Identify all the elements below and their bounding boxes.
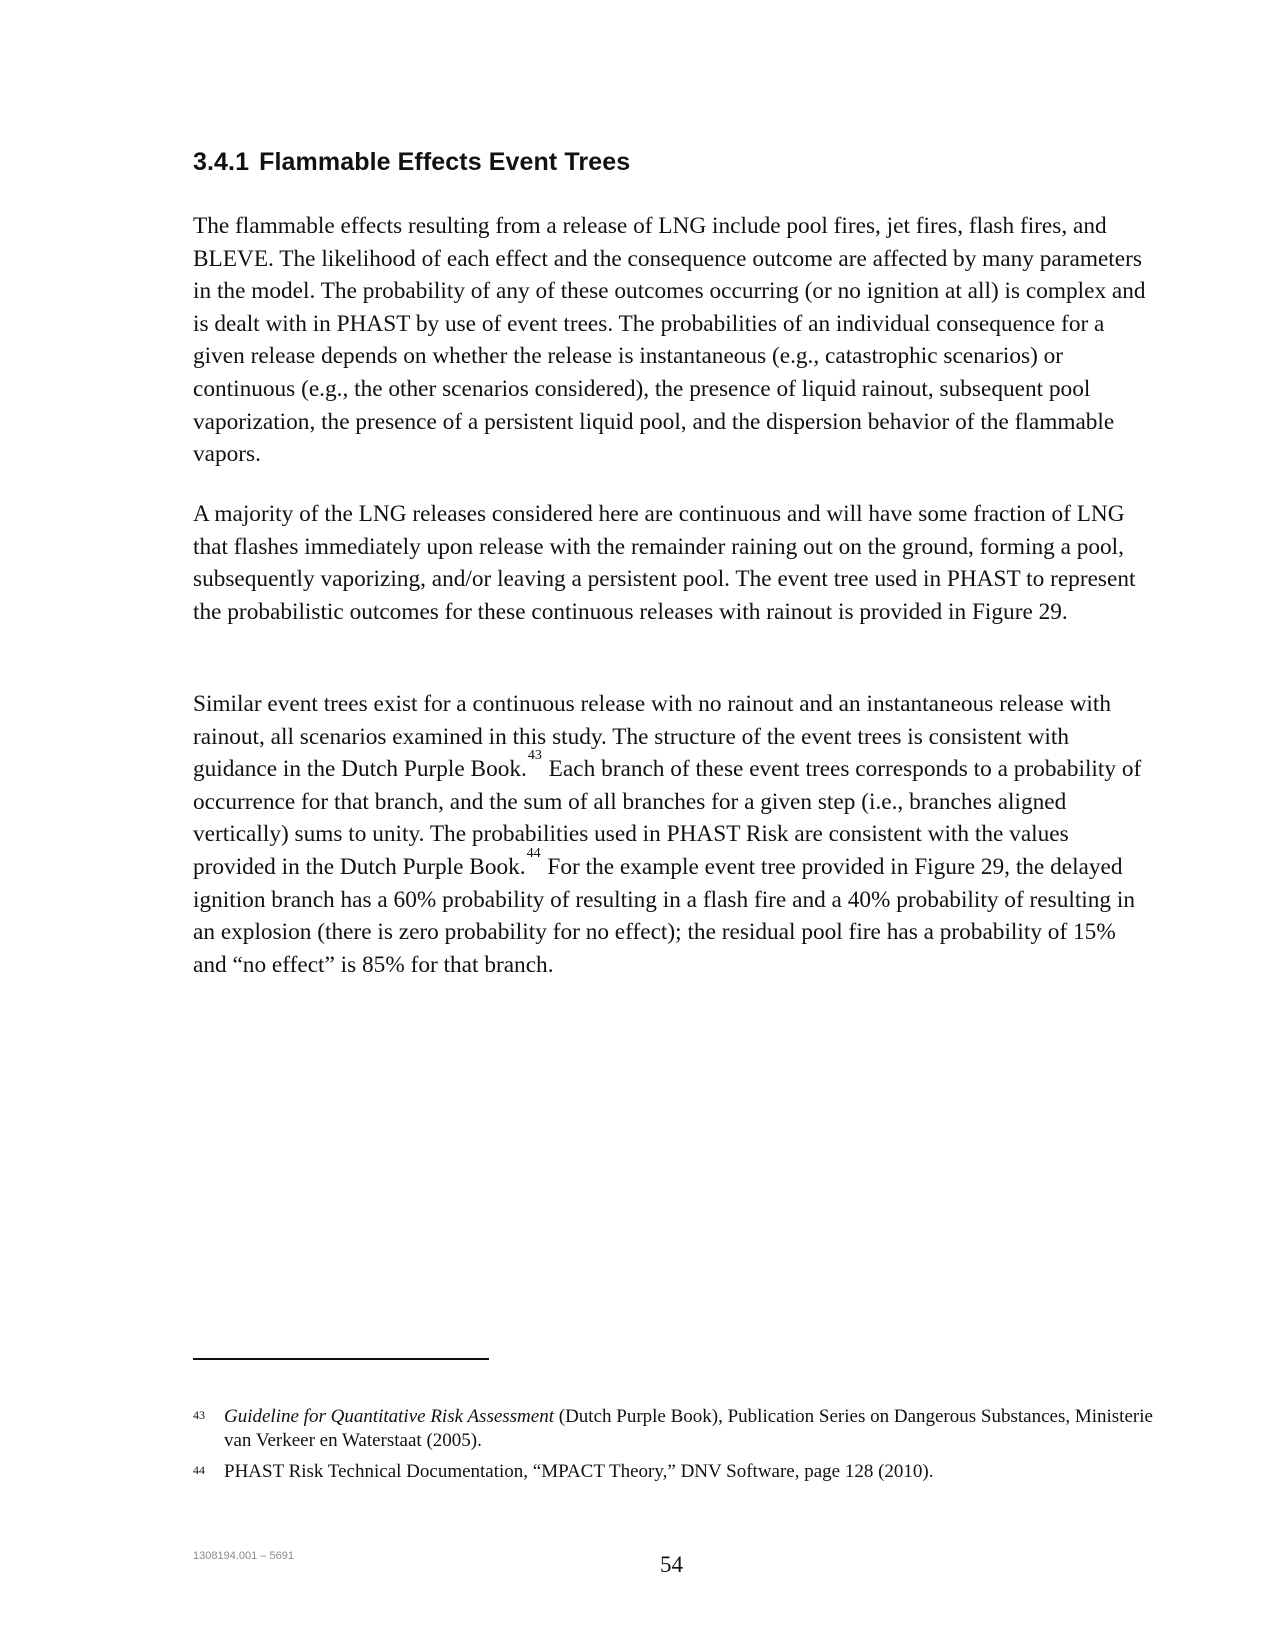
paragraph-3-text-a: Similar event trees exist for a continuous release with no rainout and an instantaneous release with rainout, all scenarios examined in this study. The structure of the event trees is consistent with guidance in the Dutch Purple Book. bbox=[193, 691, 1112, 783]
footnote-43-title: Guideline for Quantitative Risk Assessment bbox=[224, 1406, 554, 1427]
footnote-43-text bbox=[224, 1405, 1153, 1453]
section-number: 3.4.1 bbox=[193, 148, 250, 176]
footnote-separator bbox=[193, 1358, 489, 1360]
footnote-43 bbox=[193, 1405, 1153, 1453]
paragraph-3-text-b: Each branch of these event trees corresponds to a probability of occurrence for that branch, and the sum of all branches for a given step (i.e., branches aligned vertically) sums to unity. The probabilities used in PHAST Risk are consistent with the values provided in the Dutch Purple Book. bbox=[193, 756, 1142, 880]
footnote-43-rest: (Dutch Purple Book), Publication Series on Dangerous Substances, Ministerie van Verkeer en Waterstaat (2005). bbox=[224, 1406, 1153, 1451]
footnote-ref-44[interactable]: 44 bbox=[526, 845, 541, 861]
paragraph-3 bbox=[193, 688, 1153, 981]
section-heading bbox=[193, 148, 630, 177]
footnote-ref-43[interactable]: 43 bbox=[527, 748, 542, 764]
document-id: 1308194.001 – 5691 bbox=[193, 1550, 294, 1562]
footnote-43-number: 43 bbox=[193, 1408, 205, 1422]
paragraph-2: A majority of the LNG releases considered here are continuous and will have some fraction of LNG that flashes immediately upon release with the remainder raining out on the ground, forming a pool, subsequently vaporizing, and/or leaving a persistent pool. The event tree used in PHAST to represent the probabilistic outcomes for these continuous releases with rainout is provided in Figure 29. bbox=[193, 501, 1136, 625]
footnote-44 bbox=[193, 1460, 1153, 1484]
paragraph-1: The flammable effects resulting from a release of LNG include pool fires, jet fires, flash fires, and BLEVE. The likelihood of each effect and the consequence outcome are affected by many parameters in the model. The probability of any of these outcomes occurring (or no ignition at all) is complex and is dealt with in PHAST by use of event trees. The probabilities of an individual consequence for a given release depends on whether the release is instantaneous (e.g., catastrophic scenarios) or continuous (e.g., the other scenarios considered), the presence of liquid rainout, subsequent pool vaporization, the presence of a persistent liquid pool, and the dispersion behavior of the flammable vapors. bbox=[193, 213, 1146, 468]
footnote-44-text: PHAST Risk Technical Documentation, “MPACT Theory,” DNV Software, page 128 (2010). bbox=[224, 1461, 934, 1482]
footnote-44-number: 44 bbox=[193, 1463, 205, 1477]
page-number: 54 bbox=[660, 1552, 683, 1577]
paragraph-3-text-c: For the example event tree provided in Figure 29, the delayed ignition branch has a 60% probability of resulting in a flash fire and a 40% probability of resulting in an explosion (there is zero probability for no effect); the residual pool fire has a probability of 15% and “no effect” is 85% for that branch. bbox=[193, 853, 1136, 978]
section-title: Flammable Effects Event Trees bbox=[259, 148, 631, 176]
